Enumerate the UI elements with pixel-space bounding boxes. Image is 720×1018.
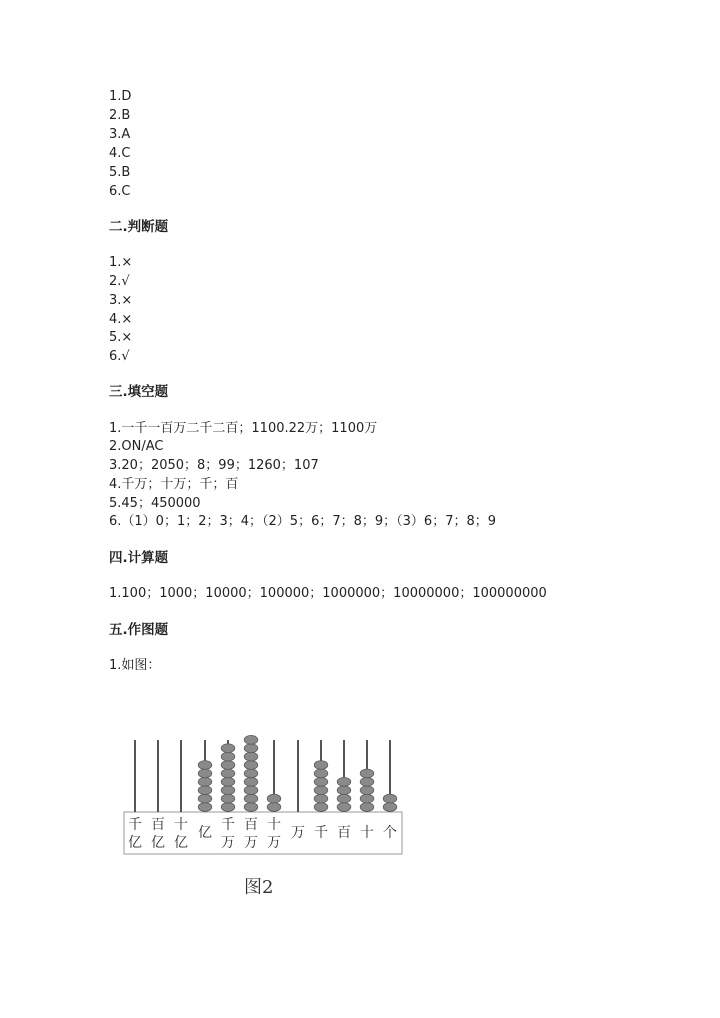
judge-answer: 4.× (109, 312, 133, 327)
abacus-bead (314, 769, 328, 778)
abacus-bead (314, 777, 328, 786)
abacus-bead (337, 777, 351, 786)
abacus-bead (198, 794, 212, 803)
abacus-bead (244, 803, 258, 812)
abacus-bead (244, 794, 258, 803)
abacus-bead (314, 761, 328, 770)
abacus-bead (221, 761, 235, 770)
abacus-place-label: 十 (267, 817, 281, 833)
abacus-bead (360, 794, 374, 803)
abacus-place-label: 百 (337, 825, 351, 841)
calc-answer: 1.100；1000；10000；100000；1000000；10000000；100000000 (109, 586, 547, 601)
abacus-bead (314, 794, 328, 803)
fill-answer: 3.20；2050；8；99；1260；107 (109, 458, 319, 473)
abacus-place-label: 亿 (128, 835, 142, 851)
abacus-bead (198, 769, 212, 778)
abacus-bead (221, 777, 235, 786)
abacus-bead (244, 786, 258, 795)
choice-answer: 4.C (109, 146, 131, 161)
fill-answer: 2.ON/AC (109, 439, 164, 454)
abacus-place-label: 亿 (198, 825, 212, 841)
draw-answer: 1.如图： (109, 658, 161, 673)
judge-answer: 2.√ (109, 274, 130, 289)
abacus-bead (360, 777, 374, 786)
figure-caption: 图2 (244, 877, 274, 898)
abacus-bead (198, 786, 212, 795)
judge-answer: 3.× (109, 293, 133, 308)
abacus-place-label: 百 (244, 817, 258, 833)
abacus-place-label: 千 (314, 825, 328, 841)
judge-answer: 6.√ (109, 349, 130, 364)
abacus-bead (337, 803, 351, 812)
abacus-place-label: 个 (383, 825, 397, 841)
abacus-bead (221, 769, 235, 778)
abacus-bead (337, 794, 351, 803)
choice-answer: 3.A (109, 127, 131, 142)
abacus-bead (221, 794, 235, 803)
judge-answer: 5.× (109, 330, 133, 345)
abacus-bead (337, 786, 351, 795)
abacus-bead (267, 794, 281, 803)
abacus-place-label: 千 (128, 817, 142, 833)
section-heading-calc: 四.计算题 (109, 550, 169, 566)
abacus-bead (198, 803, 212, 812)
abacus-place-label: 十 (174, 817, 188, 833)
abacus-bead (360, 769, 374, 778)
abacus-bead (221, 803, 235, 812)
fill-answer: 6.（1）0；1；2；3；4；（2）5；6；7；8；9；（3）6；7；8；9 (109, 514, 497, 529)
abacus-bead (267, 803, 281, 812)
abacus-bead (244, 761, 258, 770)
section-heading-fill: 三.填空题 (109, 384, 169, 400)
abacus-bead (314, 786, 328, 795)
abacus-place-label: 千 (221, 817, 235, 833)
abacus-figure (110, 704, 410, 864)
choice-answer: 2.B (109, 108, 131, 123)
fill-answer: 5.45；450000 (109, 496, 201, 511)
abacus-place-label: 亿 (151, 835, 165, 851)
abacus-bead (360, 803, 374, 812)
abacus-bead (244, 769, 258, 778)
abacus-bead (314, 803, 328, 812)
abacus-bead (383, 794, 397, 803)
choice-answer: 6.C (109, 184, 131, 199)
section-heading-draw: 五.作图题 (109, 622, 169, 638)
abacus-bead (221, 752, 235, 761)
abacus-bead (383, 803, 397, 812)
abacus-bead (221, 786, 235, 795)
abacus-bead (198, 777, 212, 786)
abacus-bead (198, 761, 212, 770)
abacus-bead (244, 744, 258, 753)
fill-answer: 4.千万；十万；千；百 (109, 477, 239, 492)
fill-answer: 1.一千一百万二千二百；1100.22万；1100万 (109, 421, 378, 436)
abacus-place-label: 万 (244, 835, 258, 851)
choice-answer: 5.B (109, 165, 131, 180)
abacus-bead (244, 752, 258, 761)
judge-answer: 1.× (109, 255, 133, 270)
abacus-place-label: 百 (151, 817, 165, 833)
section-heading-judge: 二.判断题 (109, 219, 169, 235)
abacus-bead (244, 777, 258, 786)
abacus-bead (221, 744, 235, 753)
choice-answer: 1.D (109, 89, 132, 104)
abacus-place-label: 万 (291, 825, 305, 841)
abacus-place-label: 万 (267, 835, 281, 851)
abacus-place-label: 十 (360, 825, 374, 841)
abacus-bead (244, 735, 258, 744)
abacus-bead (360, 786, 374, 795)
abacus-place-label: 万 (221, 835, 235, 851)
abacus-place-label: 亿 (174, 835, 188, 851)
